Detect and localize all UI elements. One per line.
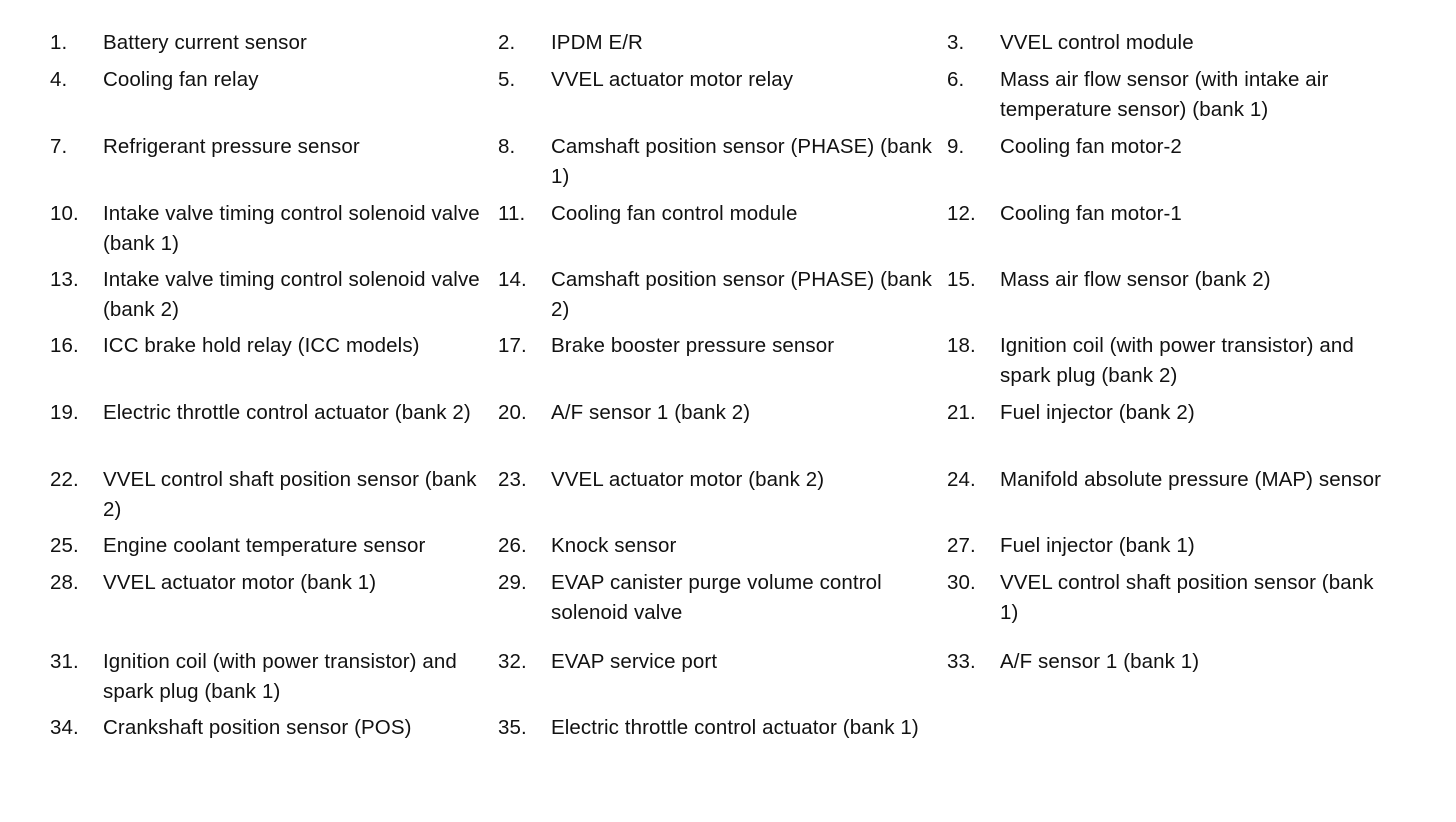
legend-item-label: VVEL actuator motor (bank 1) — [103, 571, 377, 594]
legend-item-number: 2. — [498, 31, 516, 54]
legend-item-number: 13. — [50, 268, 79, 291]
legend-item-number: 24. — [947, 468, 976, 491]
legend-item-number: 8. — [498, 135, 516, 158]
legend-item-number: 1. — [50, 31, 68, 54]
legend-item-number: 4. — [50, 68, 68, 91]
legend-item-label: Fuel injector (bank 1) — [1000, 534, 1195, 557]
legend-item-label: IPDM E/R — [551, 31, 643, 54]
legend-item-label: Engine coolant temperature sensor — [103, 534, 426, 557]
legend-item-number: 7. — [50, 135, 68, 158]
legend-item-label: Refrigerant pressure sensor — [103, 135, 360, 158]
legend-item-number: 15. — [947, 268, 976, 291]
legend-item-number: 29. — [498, 571, 527, 594]
legend-item-label: A/F sensor 1 (bank 1) — [1000, 650, 1200, 673]
legend-item-label: EVAP service port — [551, 650, 718, 673]
legend-item-number: 19. — [50, 401, 79, 424]
legend-item-number: 6. — [947, 68, 965, 91]
legend-item-label: Mass air flow sensor (with intake air temperature sensor) (bank 1) — [1000, 68, 1329, 121]
legend-item-label: VVEL control module — [1000, 31, 1194, 54]
legend-item-label: Manifold absolute pressure (MAP) sensor — [1000, 468, 1382, 491]
legend-item-label: Brake booster pressure sensor — [551, 334, 835, 357]
legend-item-label: Cooling fan control module — [551, 202, 798, 225]
legend-item-label: Fuel injector (bank 2) — [1000, 401, 1195, 424]
legend-item-label: Intake valve timing control solenoid valve (bank 2) — [103, 268, 480, 321]
legend-item-label: Ignition coil (with power transistor) and spark plug (bank 1) — [103, 650, 457, 703]
legend-item-label: Camshaft position sensor (PHASE) (bank 1) — [551, 135, 932, 188]
legend-item-number: 21. — [947, 401, 976, 424]
legend-item-label: VVEL control shaft position sensor (bank 2) — [103, 468, 477, 521]
legend-item-number: 9. — [947, 135, 965, 158]
legend-item-number: 30. — [947, 571, 976, 594]
legend-item-label: Battery current sensor — [103, 31, 307, 54]
legend-item-number: 27. — [947, 534, 976, 557]
legend-item-label: A/F sensor 1 (bank 2) — [551, 401, 751, 424]
legend-item-label: VVEL control shaft position sensor (bank 1) — [1000, 571, 1374, 624]
legend-item-label: VVEL actuator motor (bank 2) — [551, 468, 825, 491]
legend-item-number: 14. — [498, 268, 527, 291]
legend-item-label: Electric throttle control actuator (bank 1) — [551, 716, 919, 739]
legend-item-number: 22. — [50, 468, 79, 491]
legend-item-label: Camshaft position sensor (PHASE) (bank 2) — [551, 268, 932, 321]
legend-item-label: Cooling fan motor-1 — [1000, 202, 1182, 225]
legend-item-label: Electric throttle control actuator (bank 2) — [103, 401, 471, 424]
legend-item-number: 35. — [498, 716, 527, 739]
legend-item-number: 17. — [498, 334, 527, 357]
legend-item-label: Ignition coil (with power transistor) and spark plug (bank 2) — [1000, 334, 1354, 387]
legend-item-label: Crankshaft position sensor (POS) — [103, 716, 412, 739]
legend-item-number: 3. — [947, 31, 965, 54]
legend-item-label: Knock sensor — [551, 534, 677, 557]
legend-item-label: Cooling fan relay — [103, 68, 259, 91]
legend-item-number: 31. — [50, 650, 79, 673]
legend-item-number: 34. — [50, 716, 79, 739]
legend-item-number: 20. — [498, 401, 527, 424]
legend-item-label: Mass air flow sensor (bank 2) — [1000, 268, 1271, 291]
legend-item-number: 32. — [498, 650, 527, 673]
legend-item-label: VVEL actuator motor relay — [551, 68, 794, 91]
legend-item-number: 12. — [947, 202, 976, 225]
legend-item-label: EVAP canister purge volume control solenoid valve — [551, 571, 882, 624]
legend-item-number: 5. — [498, 68, 516, 91]
legend-item-number: 26. — [498, 534, 527, 557]
legend-item-number: 11. — [498, 202, 526, 225]
legend-item-number: 18. — [947, 334, 976, 357]
legend-item-number: 28. — [50, 571, 79, 594]
legend-item-number: 16. — [50, 334, 79, 357]
legend-item-number: 25. — [50, 534, 79, 557]
legend-item-number: 10. — [50, 202, 79, 225]
legend-item-label: Cooling fan motor-2 — [1000, 135, 1182, 158]
legend-item-label: Intake valve timing control solenoid valve (bank 1) — [103, 202, 480, 255]
legend-item-label: ICC brake hold relay (ICC models) — [103, 334, 420, 357]
legend-item-number: 23. — [498, 468, 527, 491]
legend-item-number: 33. — [947, 650, 976, 673]
